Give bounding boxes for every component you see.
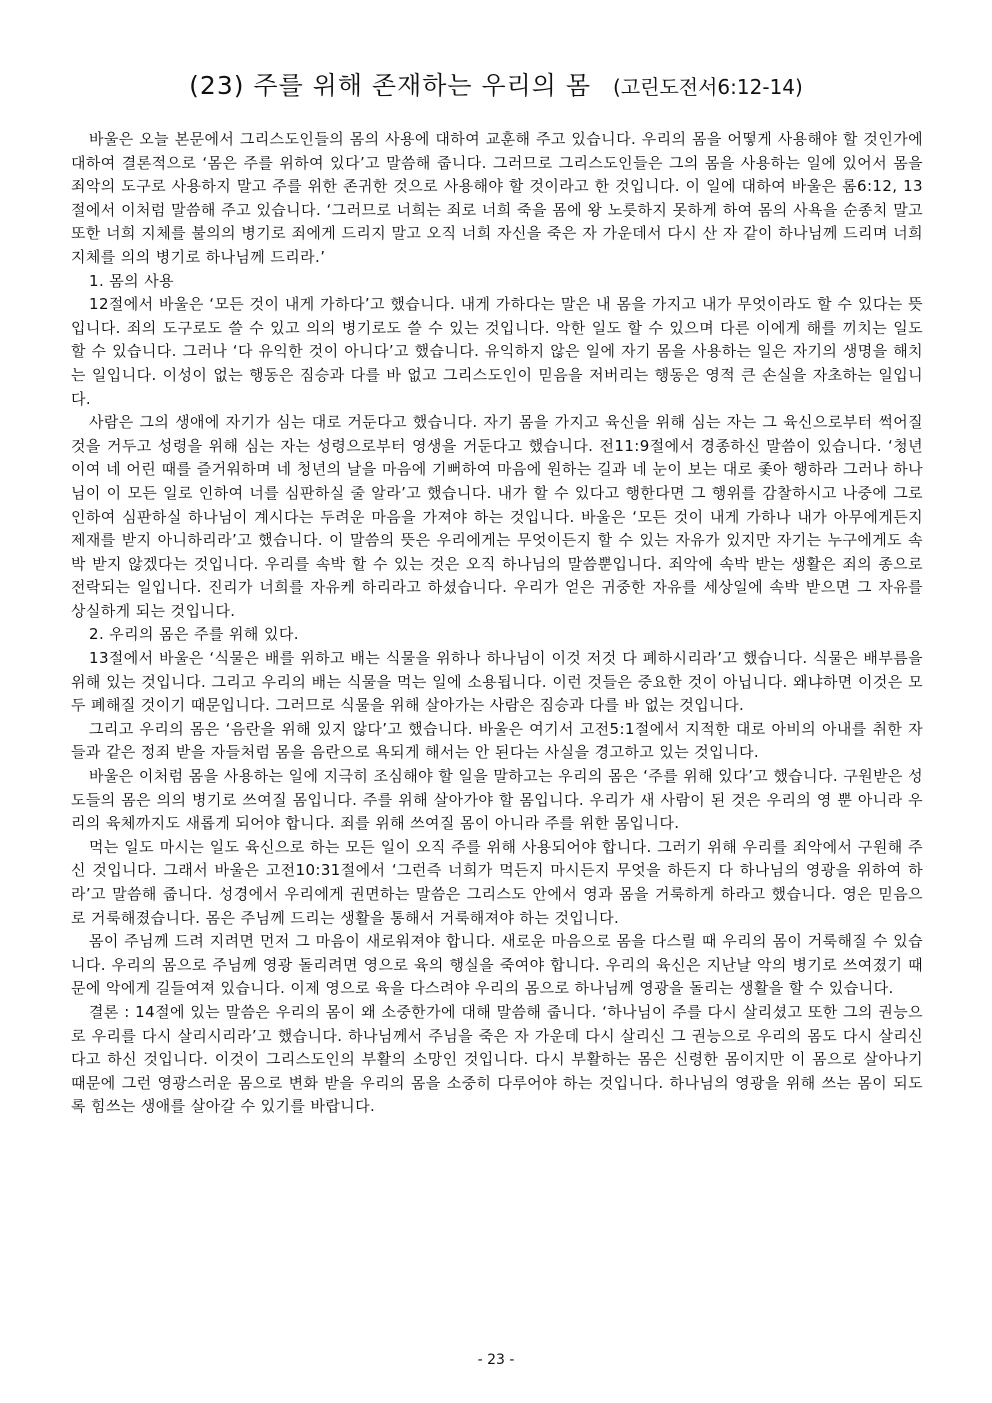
paragraph-conclusion: 결론 : 14절에 있는 말씀은 우리의 몸이 왜 소중한가에 대해 말씀해 줍니다. ‘하나님이 주를 다시 살리셨고 또한 그의 권능으로 우리를 다시 살리시리라’고 했습니다. 하나님께서 주님을 죽은 자 가운데 다시 살리신 그 권능으로 우리의 몸도 다시 살리신다고 하신 것입니다. 이것이 그리스도인의 부활의 소망인 것입니다. 다시 부활하는 몸은 신령한 몸이지만 이 몸으로 살아나기 때문에 그런 영광스러운 몸으로 변화 받을 우리의 몸을 소중히 다루어야 하는 것입니다. 하나님의 영광을 위해 쓰는 몸이 되도록 힘쓰는 생애를 살아갈 수 있기를 바랍니다. [71,1002,923,1116]
paragraph: 먹는 일도 마시는 일도 육신으로 하는 모든 일이 오직 주를 위해 사용되어야 합니다. 그러기 위해 우리를 죄악에서 구원해 주신 것입니다. 그래서 바울은 고전10:31절에서 ‘그런즉 너희가 먹든지 마시든지 무엇을 하든지 다 하나님의 영광을 위하여 하라’고 말씀해 줍니다. 성경에서 우리에게 권면하는 말씀은 그리스도 안에서 영과 몸을 거룩하게 하라고 했습니다. 영은 믿음으로 거룩해졌습니다. 몸은 주님께 드리는 생활을 통해서 거룩해져야 하는 것입니다. [71,837,923,927]
section-heading-2: 2. 우리의 몸은 주를 위해 있다. [89,625,299,644]
body-text [71,128,923,1119]
paragraph: 바울은 이처럼 몸을 사용하는 일에 지극히 조심해야 할 일을 말하고는 우리의 몸은 ‘주를 위해 있다’고 했습니다. 구원받은 성도들의 몸은 의의 병기로 쓰여질 몸입니다. 주를 위해 살아가야 할 몸입니다. 우리가 새 사람이 된 것은 우리의 영 뿐 아니라 우리의 육체까지도 새롭게 되어야 합니다. 죄를 위해 쓰여질 몸이 아니라 주를 위한 몸입니다. [71,767,923,833]
title-main: (23) 주를 위해 존재하는 우리의 몸 [189,71,592,100]
paragraph: 사람은 그의 생애에 자기가 심는 대로 거둔다고 했습니다. 자기 몸을 가지고 육신을 위해 심는 자는 그 육신으로부터 썩어질 것을 거두고 성령을 위해 심는 자는 성령으로부터 영생을 거둔다고 했습니다. 전11:9절에서 경종하신 말씀이 있습니다. ‘청년이여 네 어린 때를 즐거워하며 네 청년의 날을 마음에 기뻐하여 마음에 원하는 길과 네 눈이 보는 대로 좇아 행하라 그러나 하나님이 이 모든 일로 인하여 너를 심판하실 줄 알라’고 했습니다. 내가 할 수 있다고 행한다면 그 행위를 감찰하시고 나중에 그로 인하여 심판하실 하나님이 계시다는 두려운 마음을 가져야 하는 것입니다. 바울은 ‘모든 것이 내게 가하나 내가 아무에게든지 제재를 받지 아니하리라’고 했습니다. 이 말씀의 뜻은 우리에게는 무엇이든지 할 수 있는 자유가 있지만 자기는 누구에게도 속박 받지 않겠다는 것입니다. 우리를 속박 할 수 있는 것은 오직 하나님의 말씀뿐입니다. 죄악에 속박 받는 생활은 죄의 종으로 전락되는 일입니다. 진리가 너희를 자유케 하리라고 하셨습니다. 우리가 얻은 귀중한 자유를 세상일에 속박 받으면 그 자유를 상실하게 되는 것입니다. [71,413,923,620]
paragraph: 몸이 주님께 드려 지려면 먼저 그 마음이 새로워져야 합니다. 새로운 마음으로 몸을 다스릴 때 우리의 몸이 거룩해질 수 있습니다. 우리의 몸으로 주님께 영광 돌리려면 영으로 육의 행실을 죽여야 합니다. 우리의 육신은 지난날 악의 병기로 쓰여졌기 때문에 악에게 길들여져 있습니다. 이제 영으로 육을 다스려야 우리의 몸으로 하나님께 영광을 돌리는 생활을 할 수 있습니다. [71,932,923,998]
paragraph: 그리고 우리의 몸은 ‘음란을 위해 있지 않다’고 했습니다. 바울은 여기서 고전5:1절에서 지적한 대로 아비의 아내를 취한 자들과 같은 정죄 받을 자들처럼 몸을 음란으로 욕되게 해서는 안 된다는 사실을 경고하고 있는 것입니다. [71,719,923,762]
page-number: - 23 - [477,1352,515,1368]
page-title [0,66,992,109]
section-heading-1: 1. 몸의 사용 [89,271,175,290]
paragraph: 13절에서 바울은 ‘식물은 배를 위하고 배는 식물을 위하나 하나님이 이것 저것 다 폐하시리라’고 했습니다. 식물은 배부름을 위해 있는 것입니다. 그리고 우리의 배는 식물을 먹는 일에 소용됩니다. 이런 것들은 중요한 것이 아닙니다. 왜냐하면 이것은 모두 폐해질 것이기 때문입니다. 그러므로 식물을 위해 살아가는 사람은 짐승과 다를 바 없는 것입니다. [71,649,923,715]
paragraph-intro: 바울은 오늘 본문에서 그리스도인들의 몸의 사용에 대하여 교훈해 주고 있습니다. 우리의 몸을 어떻게 사용해야 할 것인가에 대하여 결론적으로 ‘몸은 주를 위하여 있다’고 말씀해 줍니다. 그러므로 그리스도인들은 그의 몸을 사용하는 일에 있어서 몸을 죄악의 도구로 사용하지 말고 주를 위한 존귀한 것으로 사용해야 할 것이라고 한 것입니다. 이 일에 대하여 바울은 롬6:12, 13절에서 이처럼 말씀해 주고 있습니다. ‘그러므로 너희는 죄로 너희 죽을 몸에 왕 노릇하지 못하게 하여 몸의 사욕을 순종치 말고 또한 너희 지체를 불의의 병기로 죄에게 드리지 말고 오직 너희 자신을 죽은 자 가운데서 다시 산 자 같이 하나님께 드리며 너희 지체를 의의 병기로 하나님께 드리라.’ [71,130,923,266]
paragraph: 12절에서 바울은 ‘모든 것이 내게 가하다’고 했습니다. 내게 가하다는 말은 내 몸을 가지고 내가 무엇이라도 할 수 있다는 뜻입니다. 죄의 도구로도 쓸 수 있고 의의 병기로도 쓸 수 있는 것입니다. 악한 일도 할 수 있으며 다른 이에게 해를 끼치는 일도 할 수 있습니다. 그러나 ‘다 유익한 것이 아니다’고 했습니다. 유익하지 않은 일에 자기 몸을 사용하는 일은 자기의 생명을 해치는 일입니다. 이성이 없는 행동은 짐승과 다를 바 없고 그리스도인이 믿음을 저버리는 행동은 영적 큰 손실을 자초하는 일입니다. [71,295,923,408]
title-scripture-reference: (고린도전서6:12-14) [613,75,803,99]
